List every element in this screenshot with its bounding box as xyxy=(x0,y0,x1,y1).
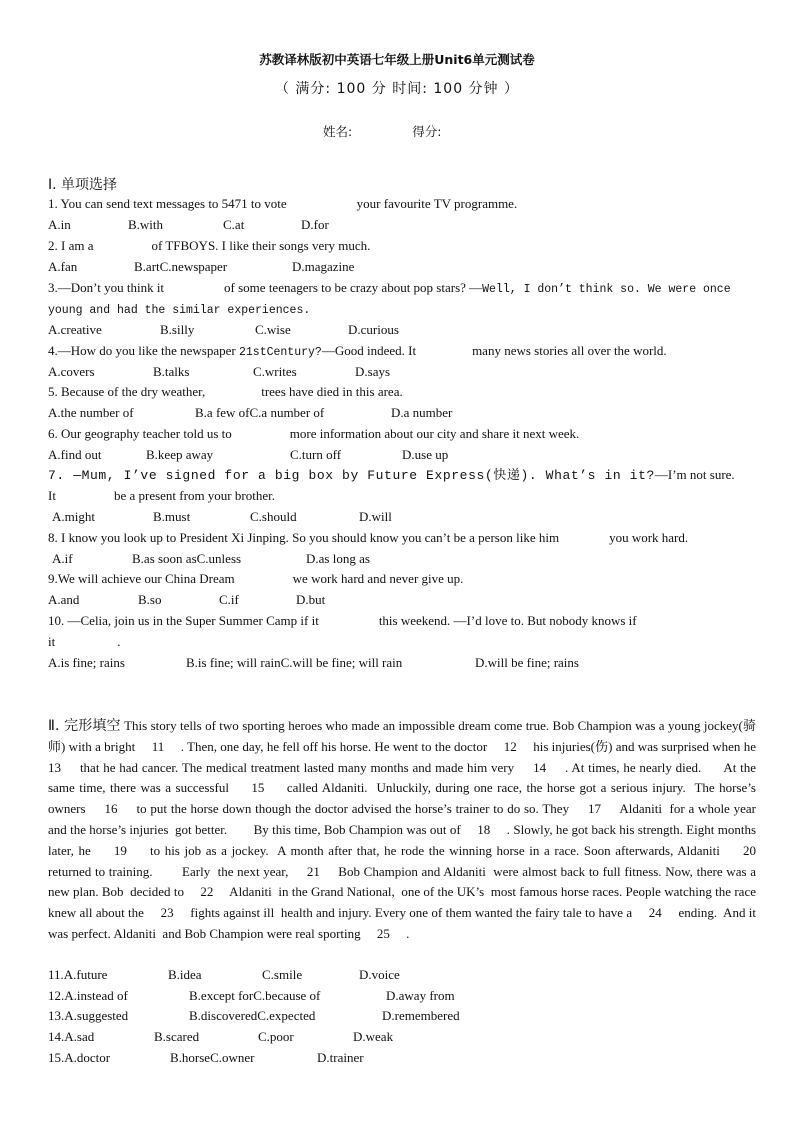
section-2-heading: Ⅱ. 完形填空 xyxy=(48,718,121,734)
option: B.with xyxy=(128,217,164,232)
option: C.wise xyxy=(255,322,291,337)
option: B.is fine; will rainC.will be fine; will rain xyxy=(186,655,403,670)
question-10-stem: 10. —Celia, join us in the Super Summer Camp if it this weekend. —I’d love to. But nobody knows if xyxy=(48,613,637,628)
cloze-text: This story tells of two sporting heroes who made an impossible dream come true. Bob Champion was a young jockey(骑师) with a bright 11 . Then, one day, he fell off his horse. He went to the doctor 12 his injuries(伤) and was surprised when he 13 that he had cancer. The medical treatment lasted many months and made him very 14 . At times, he nearly died. At the same time, there was a successful 15 called Aldaniti. Unluckily, during one race, the horse got a serious injury. The horse’s owners 16 to put the horse down though the doctor advised the horse’s trainer to do so. They 17 Aldaniti for a whole year and the horse’s injuries got better. By this time, Bob Champion was out of 18 . Slowly, he got back his strength. Eight months later, he 19 to his job as a jockey. A month after that, he rode the winning horse in a race. Soon afterwards, Aldaniti 20 returned to training. Early the next year, 21 Bob Champion and Aldaniti were almost back to full fitness. Now, there was a new plan. Bob decided to 22 Aldaniti in the Grand National, one of the UK’s most famous horse races. People watching the race knew all about the 23 fights against ill health and injury. Every one of them wanted the fairy tale to have a 24 ending. And it was perfect. Aldaniti and Bob Champion were real sporting 25 . xyxy=(48,718,773,941)
option: D.trainer xyxy=(317,1050,364,1065)
score-label: 得分: xyxy=(412,124,442,139)
cloze-passage xyxy=(48,716,773,945)
question-4-stem: 4.—How do you like the newspaper 21stCentury?—Good indeed. It many news stories all over the world. xyxy=(48,343,667,359)
option: D.weak xyxy=(353,1029,394,1044)
question-6-stem: 6. Our geography teacher told us to more information about our city and share it next week. xyxy=(48,426,580,441)
option: 14.A.sad xyxy=(48,1029,95,1044)
option: A.might xyxy=(52,509,95,524)
option: D.will be fine; rains xyxy=(475,655,579,670)
option: C.should xyxy=(250,509,297,524)
option: C.writes xyxy=(253,364,297,379)
question-8-stem: 8. I know you look up to President Xi Jinping. So you should know you can’t be a person like him you work hard. xyxy=(48,530,689,545)
option: B.discoveredC.expected xyxy=(189,1008,316,1023)
option: A.the number of xyxy=(48,405,134,420)
option: B.a few ofC.a number of xyxy=(195,405,325,420)
option: A.and xyxy=(48,592,80,607)
option: 15.A.doctor xyxy=(48,1050,111,1065)
option: 13.A.suggested xyxy=(48,1008,129,1023)
question-7-stem-cont: It be a present from your brother. xyxy=(48,488,275,503)
exam-title: 苏教译林版初中英语七年级上册Unit6单元测试卷 xyxy=(259,52,535,67)
question-5-stem: 5. Because of the dry weather, trees have died in this area. xyxy=(48,384,403,399)
option: 11.A.future xyxy=(48,967,108,982)
option: A.covers xyxy=(48,364,95,379)
option: D.says xyxy=(355,364,391,379)
option: D.use up xyxy=(402,447,449,462)
exam-subtitle: （ 满分: 100 分 时间: 100 分钟 ） xyxy=(274,81,520,97)
option: D.away from xyxy=(386,988,455,1003)
question-3-stem: 3.—Don’t you think it of some teenagers to be crazy about pop stars? —Well, I don’t think so. We were once xyxy=(48,280,731,296)
option: D.a number xyxy=(391,405,453,420)
option: C.at xyxy=(223,217,245,232)
option: B.scared xyxy=(154,1029,200,1044)
option: A.in xyxy=(48,217,71,232)
name-label: 姓名: xyxy=(323,124,353,139)
option: B.artC.newspaper xyxy=(134,259,228,274)
option: B.except forC.because of xyxy=(189,988,321,1003)
option: D.for xyxy=(301,217,329,232)
option: D.magazine xyxy=(292,259,355,274)
option: B.must xyxy=(153,509,191,524)
option: B.idea xyxy=(168,967,202,982)
option: B.so xyxy=(138,592,162,607)
question-3-stem-cont: young and had the similar experiences. xyxy=(48,304,311,317)
option: A.find out xyxy=(48,447,102,462)
question-1-stem: 1. You can send text messages to 5471 to vote your favourite TV programme. xyxy=(48,196,518,211)
option: C.poor xyxy=(258,1029,294,1044)
option: B.keep away xyxy=(146,447,214,462)
option: C.smile xyxy=(262,967,303,982)
option: C.turn off xyxy=(290,447,342,462)
option: A.fan xyxy=(48,259,78,274)
question-2-stem: 2. I am a of TFBOYS. I like their songs very much. xyxy=(48,238,371,253)
option: D.will xyxy=(359,509,392,524)
question-10-stem-cont: it . xyxy=(48,634,121,649)
option: B.as soon asC.unless xyxy=(132,551,242,566)
option: B.horseC.owner xyxy=(170,1050,255,1065)
option: D.remembered xyxy=(382,1008,460,1023)
section-1-heading: Ⅰ. 单项选择 xyxy=(48,177,118,193)
option: A.is fine; rains xyxy=(48,655,125,670)
option: A.creative xyxy=(48,322,102,337)
option: B.silly xyxy=(160,322,195,337)
option: B.talks xyxy=(153,364,190,379)
option: C.if xyxy=(219,592,239,607)
option: D.but xyxy=(296,592,326,607)
question-9-stem: 9.We will achieve our China Dream we work hard and never give up. xyxy=(48,571,464,586)
question-7-stem: 7. —Mum, I’ve signed for a big box by Future Express(快递). What’s in it?—I’m not sure. xyxy=(48,467,735,483)
option: D.curious xyxy=(348,322,399,337)
option: 12.A.instead of xyxy=(48,988,128,1003)
name-score-line xyxy=(323,122,441,140)
option: A.if xyxy=(52,551,73,566)
option: D.as long as xyxy=(306,551,370,566)
option: D.voice xyxy=(359,967,400,982)
